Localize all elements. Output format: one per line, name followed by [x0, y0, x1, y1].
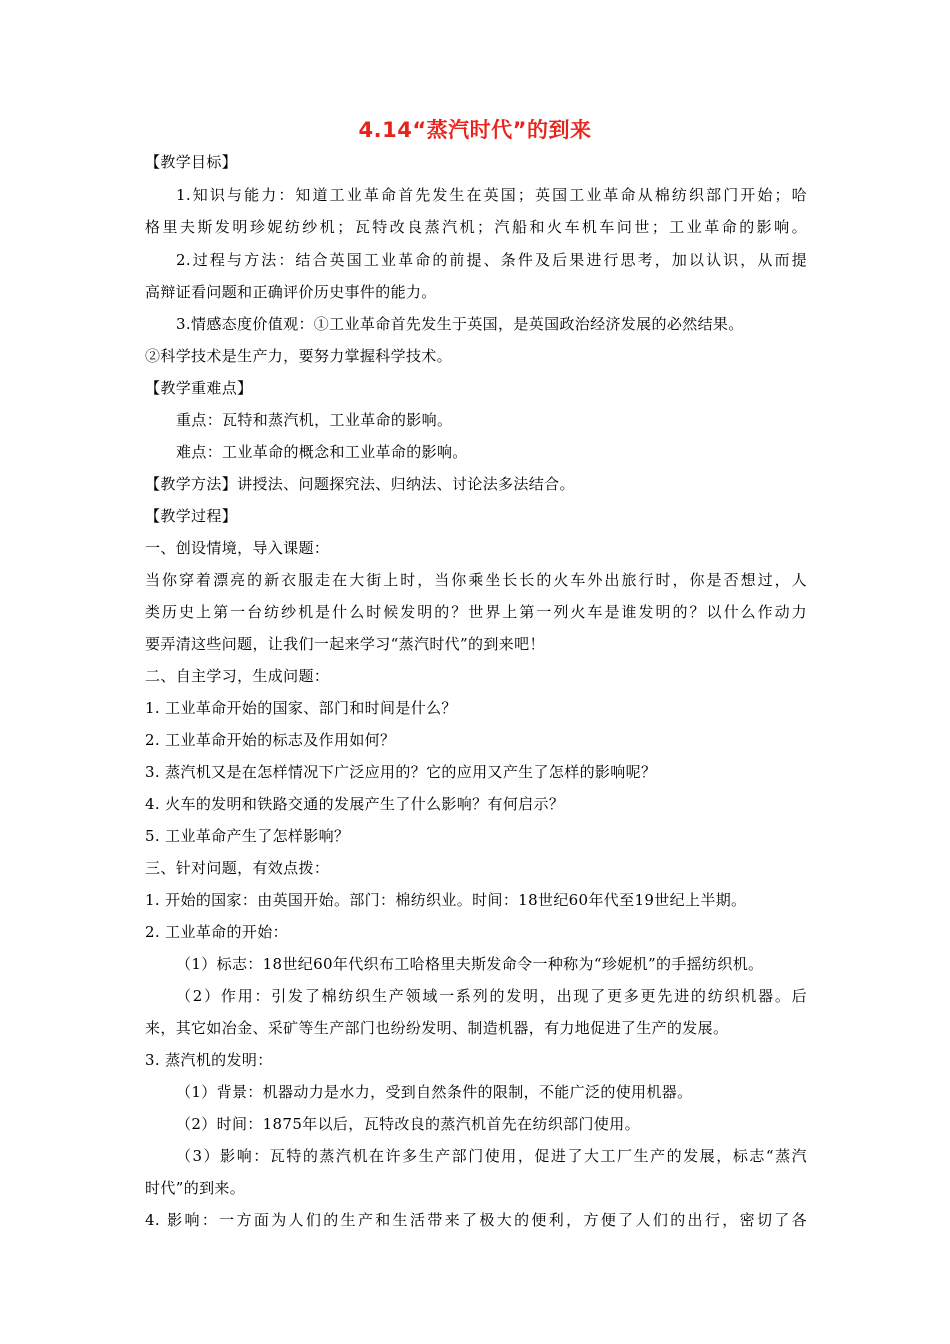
list-item: 5. 工业革命产生了怎样影响？ [145, 827, 350, 845]
paragraph-line: 要弄清这些问题，让我们一起来学习“蒸汽时代”的到来吧！ [145, 635, 545, 653]
sub-list-item: （3）影响：瓦特的蒸汽机在许多生产部门使用，促进了大工厂生产的发展，标志“蒸汽 [176, 1147, 807, 1165]
paragraph-line: 难点：工业革命的概念和工业革命的影响。 [176, 443, 468, 461]
paragraph-line: 时代”的到来。 [145, 1179, 246, 1197]
sub-list-item: （2）作用：引发了棉纺织生产领域一系列的发明，出现了更多更先进的纺织机器。后 [176, 987, 807, 1005]
paragraph-line: 格里夫斯发明珍妮纺纱机；瓦特改良蒸汽机；汽船和火车机车问世；工业革命的影响。 [145, 218, 807, 236]
section-heading-key-points: 【教学重难点】 [145, 379, 253, 397]
subsection-heading: 一、创设情境，导入课题： [145, 539, 330, 557]
paragraph-line: 1.知识与能力：知道工业革命首先发生在英国；英国工业革命从棉纺织部门开始；哈 [176, 186, 807, 204]
list-item: 3. 蒸汽机的发明： [145, 1051, 273, 1069]
section-heading-methods: 【教学方法】讲授法、问题探究法、归纳法、讨论法多法结合。 [145, 475, 575, 493]
list-item: 1. 工业革命开始的国家、部门和时间是什么？ [145, 699, 457, 717]
sub-list-item: （1）标志：18世纪60年代织布工哈格里夫斯发命令一种称为“珍妮机”的手摇纺织机。 [176, 955, 764, 973]
paragraph-line: 2.过程与方法：结合英国工业革命的前提、条件及后果进行思考，加以认识，从而提 [176, 251, 807, 269]
paragraph-line: 来，其它如冶金、采矿等生产部门也纷纷发明、制造机器，有力地促进了生产的发展。 [145, 1019, 729, 1037]
section-heading-process: 【教学过程】 [145, 507, 238, 525]
paragraph-line: 当你穿着漂亮的新衣服走在大街上时，当你乘坐长长的火车外出旅行时，你是否想过，人 [145, 571, 807, 589]
paragraph-line: ②科学技术是生产力，要努力掌握科学技术。 [145, 347, 453, 365]
paragraph-line: 高辩证看问题和正确评价历史事件的能力。 [145, 283, 437, 301]
sub-list-item: （1）背景：机器动力是水力，受到自然条件的限制，不能广泛的使用机器。 [176, 1083, 693, 1101]
list-item: 4. 影响：一方面为人们的生产和生活带来了极大的便利，方便了人们的出行，密切了各 [145, 1211, 807, 1229]
document-title: 4.14“蒸汽时代”的到来 [358, 118, 592, 142]
list-item: 2. 工业革命开始的标志及作用如何？ [145, 731, 396, 749]
list-item: 1. 开始的国家：由英国开始。部门：棉纺织业。时间：18世纪60年代至19世纪上半期。 [145, 891, 747, 909]
subsection-heading: 三、针对问题，有效点拨： [145, 859, 330, 877]
paragraph-line: 3.情感态度价值观：①工业革命首先发生于英国，是英国政治经济发展的必然结果。 [176, 315, 744, 333]
paragraph-line: 重点：瓦特和蒸汽机，工业革命的影响。 [176, 411, 453, 429]
list-item: 4. 火车的发明和铁路交通的发展产生了什么影响？有何启示？ [145, 795, 565, 813]
subsection-heading: 二、自主学习，生成问题： [145, 667, 330, 685]
paragraph-line: 类历史上第一台纺纱机是什么时候发明的？世界上第一列火车是谁发明的？以什么作动力 [145, 603, 807, 621]
list-item: 2. 工业革命的开始： [145, 923, 288, 941]
section-heading-objectives: 【教学目标】 [145, 153, 238, 171]
list-item: 3. 蒸汽机又是在怎样情况下广泛应用的？它的应用又产生了怎样的影响呢？ [145, 763, 657, 781]
sub-list-item: （2）时间：1875年以后，瓦特改良的蒸汽机首先在纺织部门使用。 [176, 1115, 640, 1133]
